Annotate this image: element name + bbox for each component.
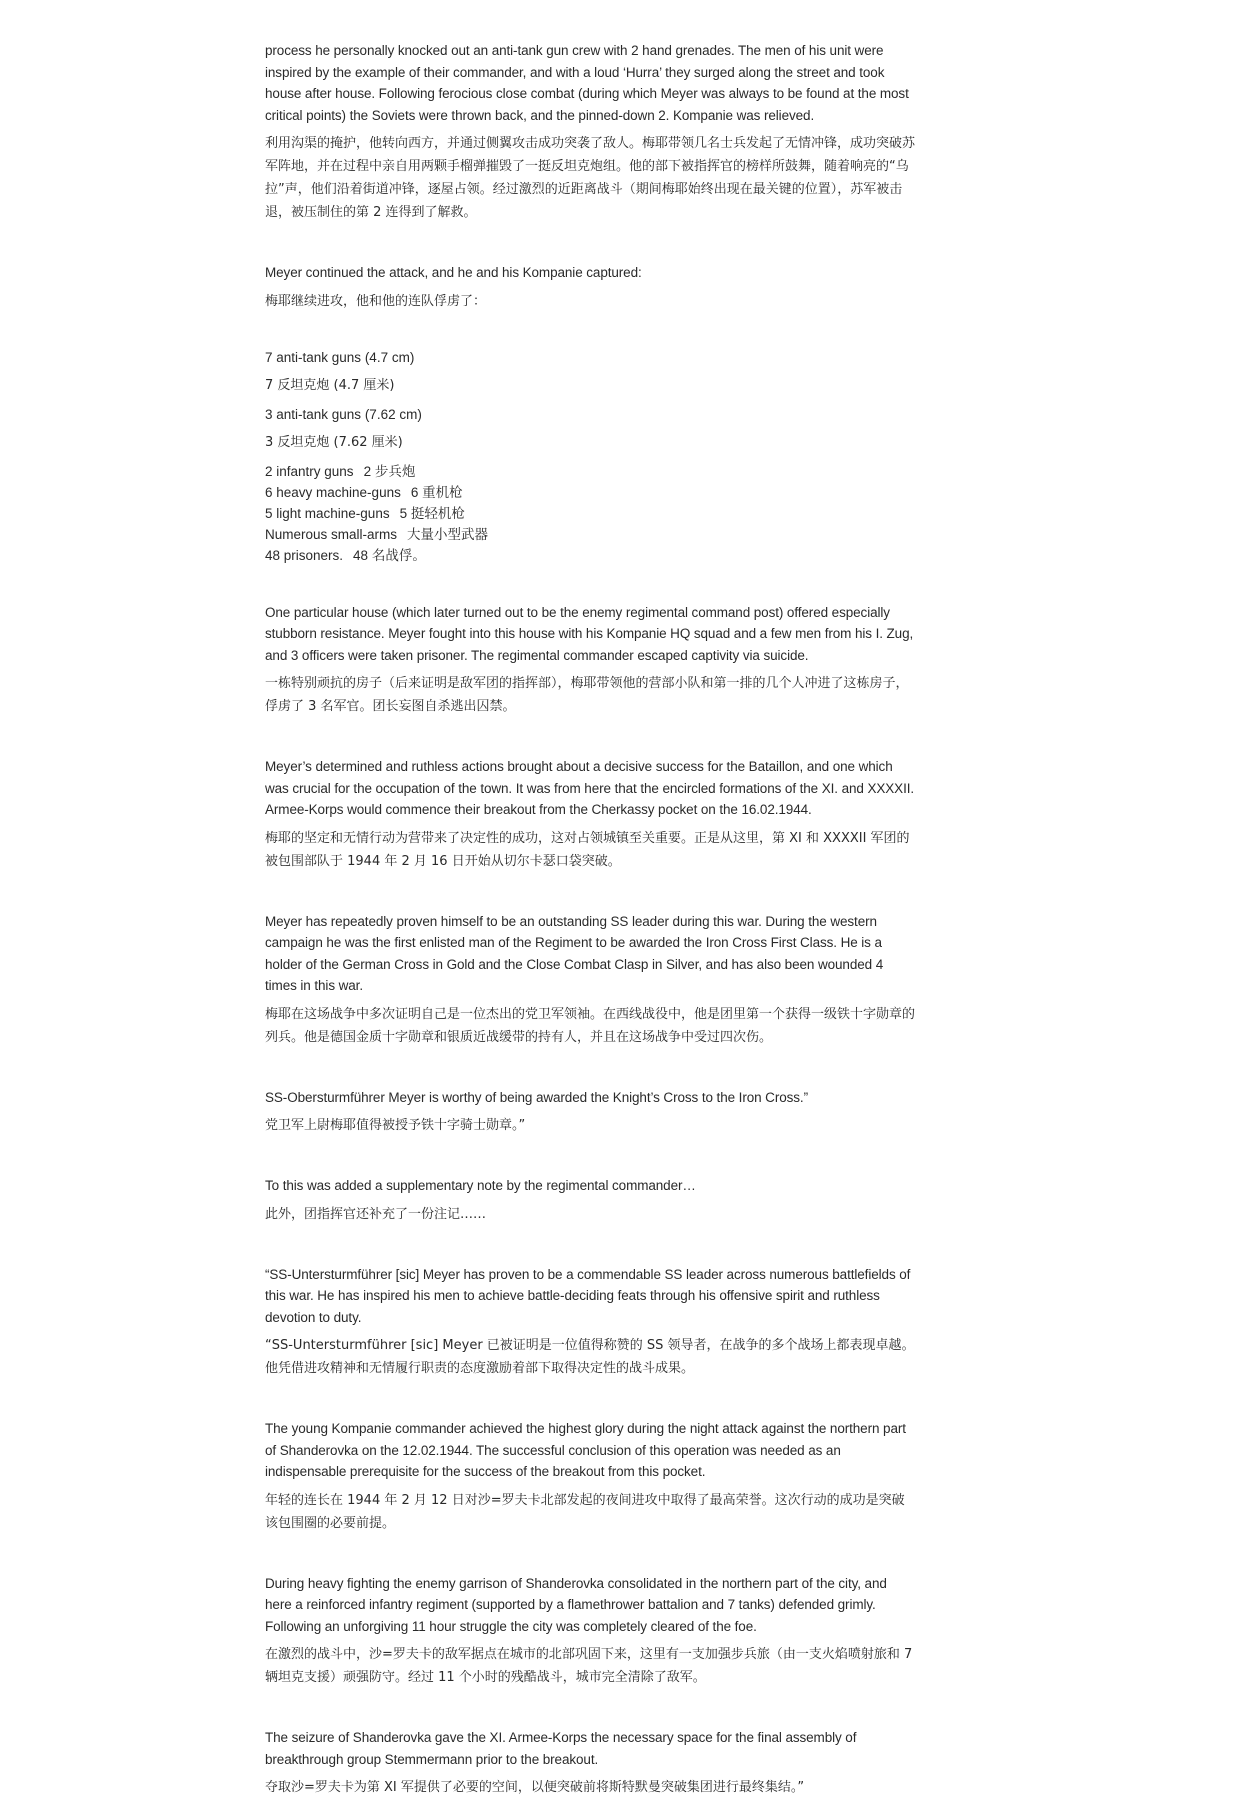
paragraph-en: During heavy fighting the enemy garrison of Shanderovka consolidated in the northern part of the city, and here a reinforced infantry regiment (supported by a flamethrower battalion and 7 tanks) defended grimly. Following an unforgiving 11 hour struggle the city was completely cleared of the foe.	[265, 1575, 887, 1634]
list-item	[265, 461, 915, 482]
paragraph-en: process he personally knocked out an anti-tank gun crew with 2 hand grenades. The men of his unit were inspired by the example of their commander, and with a loud ‘Hurra’ they surged along the street and took house after house. Following ferocious close combat (during which Meyer was always to be found at the most critical points) the Soviets were thrown back, and the pinned-down 2. Kompanie was relieved.	[265, 43, 909, 123]
paragraph-zh: 年轻的连长在 1944 年 2 月 12 日对沙=罗夫卡北部发起的夜间进攻中取得了最高荣誉。这次行动的成功是突破该包围圈的必要前提。	[265, 1492, 905, 1531]
paragraph-zh: 一栋特别顽抗的房子（后来证明是敌军团的指挥部），梅耶带领他的营部小队和第一排的几个人冲进了这栋房子，俘虏了 3 名军官。团长妄图自杀逃出囚禁。	[265, 676, 909, 714]
list-item	[265, 545, 915, 566]
paragraph-zh: 此外，团指挥官还补充了一份注记……	[265, 1206, 487, 1222]
paragraph-en: One particular house (which later turned out to be the enemy regimental command post) offered especially stubborn resistance. Meyer fought into this house with his Kompanie HQ squad and a few men from his I. Zug, and 3 officers were taken prisoner. The regimental commander escaped captivity via suicide.	[265, 604, 914, 663]
paragraph-zh: 利用沟渠的掩护，他转向西方，并通过侧翼攻击成功突袭了敌人。梅耶带领几名士兵发起了无情冲锋，成功突破苏军阵地，并在过程中亲自用两颗手榴弹摧毁了一挺反坦克炮组。他的部下被指挥官的榜样所鼓舞，随着响亮的“乌拉”声，他们沿着街道冲锋，逐屋占领。经过激烈的近距离战斗（期间梅耶始终出现在最关键的位置），苏军被击退，被压制住的第 2 连得到了解救。	[265, 136, 916, 220]
list-item-en: 48 prisoners.	[265, 547, 344, 563]
paragraph-zh: 夺取沙=罗夫卡为第 XI 军提供了必要的空间，以便突破前将斯特默曼突破集团进行最终集结。”	[265, 1780, 805, 1795]
paragraph-zh: 党卫军上尉梅耶值得被授予铁十字骑士勋章。”	[265, 1118, 526, 1133]
list-item	[265, 482, 915, 503]
list-item-en: 2 infantry guns	[265, 463, 354, 479]
document-body	[265, 40, 915, 1799]
paragraph-en: To this was added a supplementary note by the regimental commander…	[265, 1178, 696, 1193]
paragraph-zh: 在激烈的战斗中，沙=罗夫卡的敌军据点在城市的北部巩固下来，这里有一支加强步兵旅（由一支火焰喷射旅和 7 辆坦克支援）顽强防守。经过 11 个小时的残酷战斗，城市完全清除了敌军。	[265, 1647, 913, 1685]
list-item-en: 3 anti-tank guns (7.62 cm)	[265, 406, 422, 422]
list-item-zh: 2 步兵炮	[363, 463, 416, 479]
paragraph-zh: “SS-Untersturmführer [sic] Meyer 已被证明是一位值得称赞的 SS 领导者，在战争的多个战场上都表现卓越。他凭借进攻精神和无情履行职责的态度激励着部下取得决定性的战斗成果。	[265, 1338, 915, 1376]
paragraph-zh: 梅耶在这场战争中多次证明自己是一位杰出的党卫军领袖。在西线战役中，他是团里第一个获得一级铁十字勋章的列兵。他是德国金质十字勋章和银质近战缓带的持有人，并且在这场战争中受过四次伤。	[265, 1006, 916, 1045]
paragraph-en: Meyer’s determined and ruthless actions brought about a decisive success for the Bataillon, and one which was crucial for the occupation of the town. It was from here that the encircled formations of the XI. and XXXXII. Armee-Korps would commence their breakout from the Cherkassy pocket on the 16.02.1944.	[265, 759, 915, 817]
list-item-zh: 6 重机枪	[410, 484, 463, 500]
list-item-en: Numerous small-arms	[265, 526, 398, 542]
list-item-zh: 5 挺轻机枪	[399, 505, 465, 521]
list-item-en: 7 anti-tank guns (4.7 cm)	[265, 349, 415, 365]
paragraph-en: The seizure of Shanderovka gave the XI. Armee-Korps the necessary space for the final assembly of breakthrough group Stemmermann prior to the breakout.	[265, 1730, 857, 1767]
list-item-zh: 大量小型武器	[407, 526, 489, 542]
list-item-zh: 48 名战俘。	[353, 547, 426, 563]
paragraph-en: The young Kompanie commander achieved the highest glory during the night attack against the northern part of Shanderovka on the 12.02.1944. The successful conclusion of this operation was needed as an indispensable prerequisite for the success of the breakout from this pocket.	[265, 1421, 906, 1479]
list-item	[265, 503, 915, 524]
paragraph-en: “SS-Untersturmführer [sic] Meyer has proven to be a commendable SS leader across numerous battlefields of this war. He has inspired his men to achieve battle-deciding feats through his offensive spirit and ruthless devotion to duty.	[265, 1266, 911, 1325]
paragraph-zh: 梅耶的坚定和无情行动为营带来了决定性的成功，这对占领城镇至关重要。正是从这里，第 XI 和 XXXXII 军团的被包围部队于 1944 年 2 月 16 日开始从切尔卡瑟口袋突破。	[265, 830, 910, 869]
list-item-zh: 7 反坦克炮 (4.7 厘米)	[265, 377, 395, 393]
list-item-en: 6 heavy machine-guns	[265, 484, 401, 500]
list-item	[265, 524, 915, 545]
paragraph-en: Meyer has repeatedly proven himself to be an outstanding SS leader during this war. During the western campaign he was the first enlisted man of the Regiment to be awarded the Iron Cross First Class. He is a holder of the German Cross in Gold and the Close Combat Clasp in Silver, and has also been wounded 4 times in this war.	[265, 913, 884, 993]
captured-list	[265, 347, 915, 566]
list-item-en: 5 light machine-guns	[265, 505, 390, 521]
paragraph-en: Meyer continued the attack, and he and his Kompanie captured:	[265, 265, 642, 280]
list-item-zh: 3 反坦克炮 (7.62 厘米)	[265, 434, 403, 450]
paragraph-en: SS-Obersturmführer Meyer is worthy of being awarded the Knight’s Cross to the Iron Cross.”	[265, 1089, 808, 1105]
paragraph-zh: 梅耶继续进攻，他和他的连队俘虏了：	[265, 293, 487, 309]
